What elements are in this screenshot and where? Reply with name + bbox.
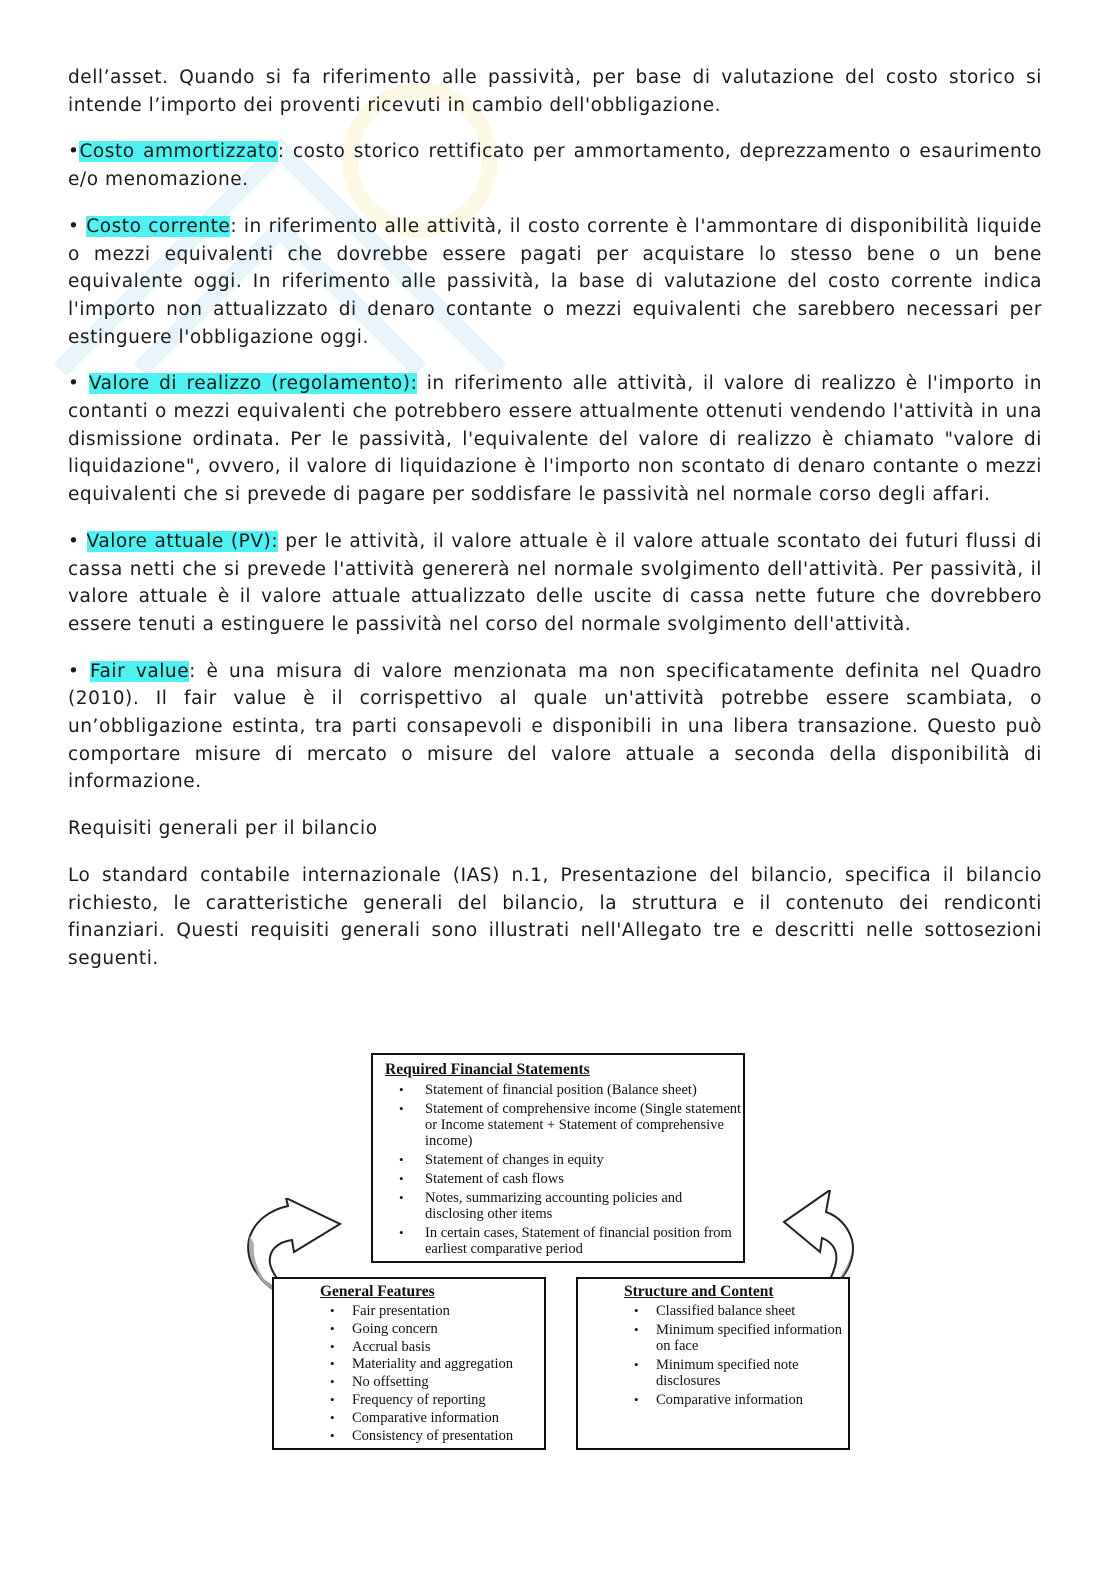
list-item: • Comparative information: [624, 1392, 848, 1408]
document-body: [68, 64, 1042, 992]
bullet: •: [68, 530, 87, 552]
highlighted-term: Valore di realizzo (regolamento):: [88, 373, 418, 395]
list-item: • In certain cases, Statement of financial position from earliest comparative period: [385, 1225, 743, 1257]
paragraph-historical-cost: [68, 64, 1042, 119]
list-item: • Classified balance sheet: [624, 1303, 848, 1319]
highlighted-term: Fair value: [90, 660, 190, 682]
list-item: • Materiality and aggregation: [320, 1356, 544, 1372]
structure-content-box: [576, 1277, 850, 1450]
list-item: • Accrual basis: [320, 1339, 544, 1355]
financial-statements-diagram: [240, 1050, 860, 1460]
bullet: •: [68, 215, 87, 237]
general-features-list: [320, 1303, 544, 1444]
paragraph-text: per le attività, il valore attuale è il valore attuale scontato dei futuri flussi di cassa netti che si prevede l'attività genererà nel normale svolgimento dell'attività. Per passività, il valore attuale è il valore attuale attualizzato delle uscite di cassa nette future che dovrebbero essere tenuti a estinguere le passività nel corso del normale svolgimento dell'attività.: [68, 530, 1042, 635]
paragraph-fair-value: [68, 658, 1042, 797]
list-item: • Minimum specified information on face: [624, 1322, 848, 1354]
general-features-title: General Features: [320, 1283, 435, 1300]
list-item: • Minimum specified note disclosures: [624, 1357, 848, 1389]
paragraph-realizable-value: [68, 370, 1042, 509]
section-heading: [68, 815, 1042, 843]
general-features-box: [272, 1277, 546, 1450]
paragraph-amortized-cost: [68, 138, 1042, 193]
highlighted-term: Costo corrente: [86, 215, 231, 237]
list-item: • Notes, summarizing accounting policies and disclosing other items: [385, 1190, 743, 1222]
bullet: •: [68, 373, 89, 395]
list-item: • No offsetting: [320, 1374, 544, 1390]
list-item: • Going concern: [320, 1321, 544, 1337]
paragraph-text: dell’asset. Quando si fa riferimento alle passività, per base di valutazione del costo storico si intende l’importo dei proventi ricevuti in cambio dell'obbligazione.: [68, 67, 1042, 116]
bullet: •: [68, 141, 80, 163]
list-item: • Frequency of reporting: [320, 1392, 544, 1408]
structure-content-list: [624, 1303, 848, 1408]
highlighted-term: Costo ammortizzato: [79, 141, 278, 163]
required-statements-box: [371, 1053, 745, 1263]
paragraph-text: : costo storico rettificato per ammortamento, deprezzamento o esaurimento e/o menomazione.: [68, 141, 1042, 191]
paragraph-text: : è una misura di valore menzionata ma non specificatamente definita nel Quadro (2010). Il fair value è il corrispettivo al quale un'attività potrebbe essere scambiata, o un’obbligazione estinta, tra parti consapevoli e disponibili in una libera transazione. Questo può comportare misure di mercato o misure del valore attuale a seconda della disponibilità di informazione.: [68, 660, 1042, 793]
paragraph-present-value: [68, 528, 1042, 639]
list-item: • Comparative information: [320, 1410, 544, 1426]
list-item: • Statement of financial position (Balance sheet): [385, 1082, 743, 1098]
list-item: • Statement of changes in equity: [385, 1152, 743, 1168]
list-item: • Consistency of presentation: [320, 1428, 544, 1444]
structure-content-title: Structure and Content: [624, 1283, 774, 1300]
paragraph-text: in riferimento alle attività, il valore di realizzo è l'importo in contanti o mezzi equivalenti che potrebbero essere attualmente ottenuti vendendo l'attività in una dismissione ordinata. Per le passività, l'equivalente del valore di realizzo è chiamato "valore di liquidazione", ovvero, il valore di liquidazione è l'importo non scontato di denaro contante o mezzi equivalenti che si prevede di pagare per soddisfare le passività nel normale corso degli affari.: [68, 373, 1042, 506]
paragraph-text: : in riferimento alle attività, il costo corrente è l'ammontare di disponibilità liquide o mezzi equivalenti che dovrebbe essere pagati per acquistare lo stesso bene o un bene equivalente oggi. In riferimento alle passività, la base di valutazione del costo corrente indica l'importo non attualizzato di denaro contante o mezzi equivalenti che sarebbero necessari per estinguere l'obbligazione oggi.: [68, 215, 1042, 348]
paragraph-current-cost: [68, 213, 1042, 352]
list-item: • Statement of comprehensive income (Single statement or Income statement + Statement of comprehensive income): [385, 1101, 743, 1149]
highlighted-term: Valore attuale (PV):: [86, 530, 279, 552]
paragraph-ias1: [68, 862, 1042, 973]
paragraph-text: Lo standard contabile internazionale (IAS) n.1, Presentazione del bilancio, specifica il bilancio richiesto, le caratteristiche generali del bilancio, la struttura e il contenuto dei rendiconti finanziari. Questi requisiti generali sono illustrati nell'Allegato tre e descritti nelle sottosezioni seguenti.: [68, 864, 1042, 969]
list-item: • Fair presentation: [320, 1303, 544, 1319]
list-item: • Statement of cash flows: [385, 1171, 743, 1187]
required-statements-title: Required Financial Statements: [385, 1061, 590, 1078]
required-statements-list: [385, 1082, 743, 1257]
heading-text: Requisiti generali per il bilancio: [68, 818, 378, 840]
bullet: •: [68, 660, 91, 682]
